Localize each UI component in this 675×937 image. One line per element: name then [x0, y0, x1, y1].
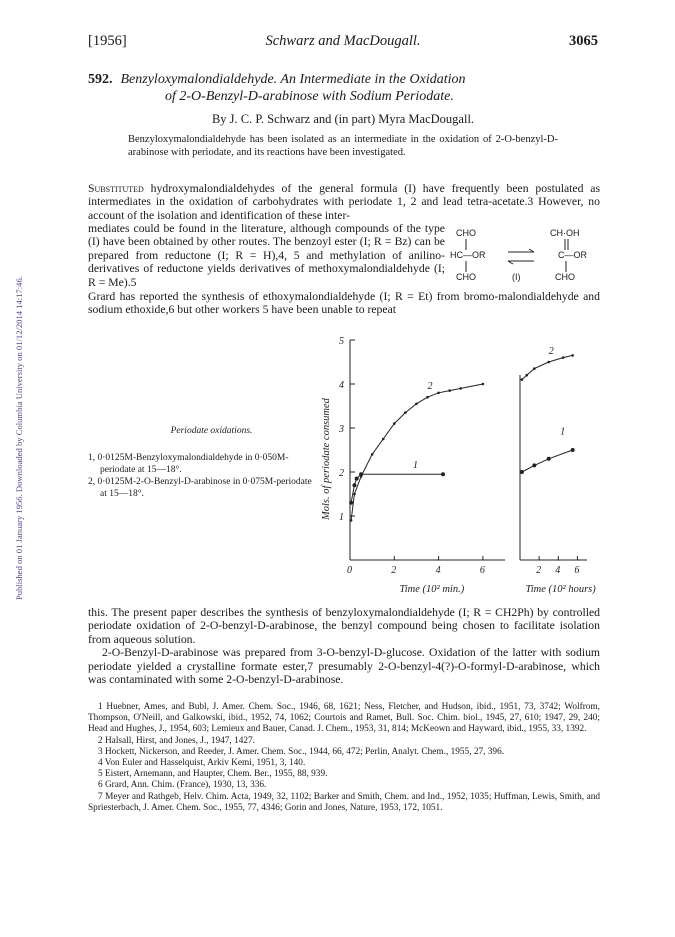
- paragraph-intro-text: hydroxymalondialdehydes of the general formula (I) have frequently been postulated as intermediates in the oxidation of carbohydrates with periodate 1, 2 and lead tetra-acetate.3 However, no account of the isolation and identification of these inter-: [88, 182, 600, 222]
- header-authors: Schwarz and MacDougall.: [265, 33, 421, 49]
- series-2-point: [448, 389, 451, 392]
- series-1-point: [352, 483, 356, 487]
- x-tick-label: 4: [435, 565, 441, 576]
- y-tick-label: 5: [339, 336, 344, 347]
- series-1-point: [547, 457, 551, 461]
- paragraph-intro-cont: mediates could be found in the literature, although compounds of the type (I) have been obtained by other routes. The benzoyl ester (I; R = Bz) can be prepared from reductone (I; R = H),4, 5 and methylation of anilino-derivatives of reductone yields derivatives of methoxymalondialdehyde (I; R = Me).5: [88, 222, 445, 289]
- series-2-point: [350, 519, 353, 522]
- y-tick-label: 4: [339, 380, 344, 391]
- struct-left-bot: CHO: [456, 272, 476, 282]
- footnote-3: 3 Hockett, Nickerson, and Reeder, J. Amer. Chem. Soc., 1944, 66, 472; Perlin, Analyt. Chem., 1955, 27, 396.: [98, 746, 505, 757]
- periodate-chart: [315, 330, 605, 605]
- y-tick-label: 3: [339, 424, 344, 435]
- series-2-point: [360, 475, 363, 478]
- series-1-line: [351, 474, 443, 503]
- series-2-point: [426, 396, 429, 399]
- struct-right-bot: CHO: [555, 272, 575, 282]
- y-axis-label: Mols. of periodate consumed: [321, 398, 332, 520]
- y-tick-label: 1: [339, 512, 344, 523]
- download-watermark: [3, 140, 24, 600]
- series-1-point: [355, 477, 359, 481]
- title-line-1: Benzyloxymalondialdehyde. An Intermediate in the Oxidation: [120, 72, 466, 87]
- paragraph-intro: [88, 182, 600, 222]
- paragraph-3-text: 2-O-Benzyl-D-arabinose was prepared from 3-O-benzyl-D-glucose. Oxidation of the latter with sodium periodate yielded a crystalline formate ester,7 presumably 2-O-benzyl-4(?)-O-formyl-D-arabinose, which was contaminated with some 2-O-benzyl-D-arabinose.: [88, 646, 600, 687]
- series-1-label: 1: [560, 426, 566, 438]
- series-2-point: [404, 411, 407, 414]
- series-2-point: [371, 453, 374, 456]
- series-2-point: [547, 361, 550, 364]
- struct-left-mid: HC—OR: [450, 250, 486, 260]
- paragraph-2-text: this. The present paper describes the synthesis of benzyloxymalondialdehyde (I; R = CH2Ph) by controlled periodate oxidation of 2-O-benzyl-D-arabinose, the benzyl compound being chosen to facilitate isolation from aqueous solution.: [88, 606, 600, 646]
- paragraph-intro-end: Grard has reported the synthesis of ethoxymalondialdehyde (I; R = Et) from bromo-malondialdehyde and sodium ethoxide,6 but other workers 5 have been unable to repeat: [88, 290, 600, 317]
- series-2-point: [562, 356, 565, 359]
- x-axis-label: Time (10² hours): [525, 584, 596, 595]
- footnote-5: 5 Eistert, Arnemann, and Haupter, Chem. Ber., 1955, 88, 939.: [98, 769, 328, 780]
- struct-label: (I): [512, 272, 521, 282]
- footnotes: [88, 702, 600, 814]
- series-2-label: 2: [548, 346, 554, 357]
- x-axis-label: Time (10² min.): [399, 584, 465, 595]
- series-1-point: [441, 472, 445, 476]
- footnote-1: 1 Huebner, Ames, and Bubl, J. Amer. Chem. Soc., 1946, 68, 1621; Ness, Fletcher, and Hudson, ibid., 1951, 73, 3742; Wolfrom, Thompson, O'Neill, and Galkowski, ibid., 1952, 74, 1062; Courtois and Ramet, Bull. Soc. Chim. biol., 1945, 27, 610; 1947, 29, 240; Head and Hughes, J., 1954, 603; Lemieux and Bauer, Canad. J. Chem., 1953, 31, 814; McKeown and Hayward, ibid., 1955, 33, 1392.: [88, 702, 600, 735]
- series-2-point: [482, 383, 485, 386]
- footnote-2: 2 Halsall, Hirst, and Jones, J., 1947, 1427.: [98, 735, 256, 746]
- series-2-point: [393, 422, 396, 425]
- paragraph-2: [88, 606, 600, 686]
- page-header: [88, 33, 598, 51]
- x-tick-label: 2: [536, 565, 542, 576]
- series-2-point: [521, 378, 524, 381]
- legend-entry-1: 1, 0·0125M-Benzyloxymalondialdehyde in 0·050M-periodate at 15—18°.: [88, 453, 289, 475]
- footnote-7: 7 Meyer and Rathgeb, Helv. Chim. Acta, 1949, 32, 1102; Barker and Smith, Chem. and Ind., 1952, 1035; Huffman, Lewis, Smith, and Spriesterbach, J. Amer. Chem. Soc., 1955, 77, 4346; Gorin and Jones, Nature, 1953, 172, 1051.: [88, 791, 600, 813]
- legend-entry-2: 2, 0·0125M-2-O-Benzyl-D-arabinose in 0·075M-periodate at 15—18°.: [88, 477, 312, 499]
- x-tick-label: 6: [574, 565, 580, 576]
- footnote-4: 4 Von Euler and Hasselquist, Arkiv Kemi, 1951, 3, 140.: [98, 758, 306, 769]
- series-2-line: [522, 355, 573, 379]
- author-line: By J. C. P. Schwarz and (in part) Myra MacDougall.: [211, 112, 475, 126]
- article-title: [88, 71, 598, 105]
- x-tick-label: 4: [555, 565, 561, 576]
- series-2-point: [525, 374, 528, 377]
- series-2-point: [415, 403, 418, 406]
- article-number: 592.: [88, 72, 113, 87]
- struct-right-top: CH·OH: [550, 228, 580, 238]
- series-2-point: [382, 438, 385, 441]
- page-number: 3065: [569, 33, 598, 49]
- series-2-point: [459, 387, 462, 390]
- series-2-point: [533, 367, 536, 370]
- lead-word: Substituted: [88, 182, 144, 195]
- x-tick-label: 2: [391, 565, 397, 576]
- y-tick-label: 2: [339, 468, 344, 479]
- series-1-point: [532, 463, 536, 467]
- figure-title: Periodate oxidations.: [170, 426, 253, 436]
- series-2-point: [437, 392, 440, 395]
- series-2-label: 2: [427, 381, 433, 393]
- series-1-line: [522, 450, 573, 472]
- title-line-2: of 2-O-Benzyl-D-arabinose with Sodium Periodate.: [165, 89, 454, 104]
- footnote-6: 6 Grard, Ann. Chim. (France), 1930, 13, 336.: [98, 780, 267, 791]
- abstract: Benzyloxymalondialdehyde has been isolated as an intermediate in the oxidation of 2-O-benzyl-D-arabinose with periodate, and its reactions have been investigated.: [128, 134, 558, 158]
- watermark-text: Published on 01 January 1956. Downloaded by Columbia University on 01/12/2014 14:17:46.: [14, 276, 24, 600]
- series-1-point: [349, 501, 353, 505]
- series-2-point: [353, 493, 356, 496]
- series-1-point: [520, 470, 524, 474]
- struct-left-top: CHO: [456, 228, 476, 238]
- struct-right-mid: C—OR: [558, 250, 587, 260]
- x-tick-label: 6: [479, 565, 485, 576]
- series-2-point: [571, 354, 574, 357]
- structure-formula: [450, 228, 605, 288]
- x-tick-label: 0: [347, 565, 352, 576]
- figure-caption: [88, 425, 313, 500]
- series-1-label: 1: [413, 460, 418, 472]
- series-1-point: [571, 448, 575, 452]
- header-year: [1956]: [88, 33, 127, 49]
